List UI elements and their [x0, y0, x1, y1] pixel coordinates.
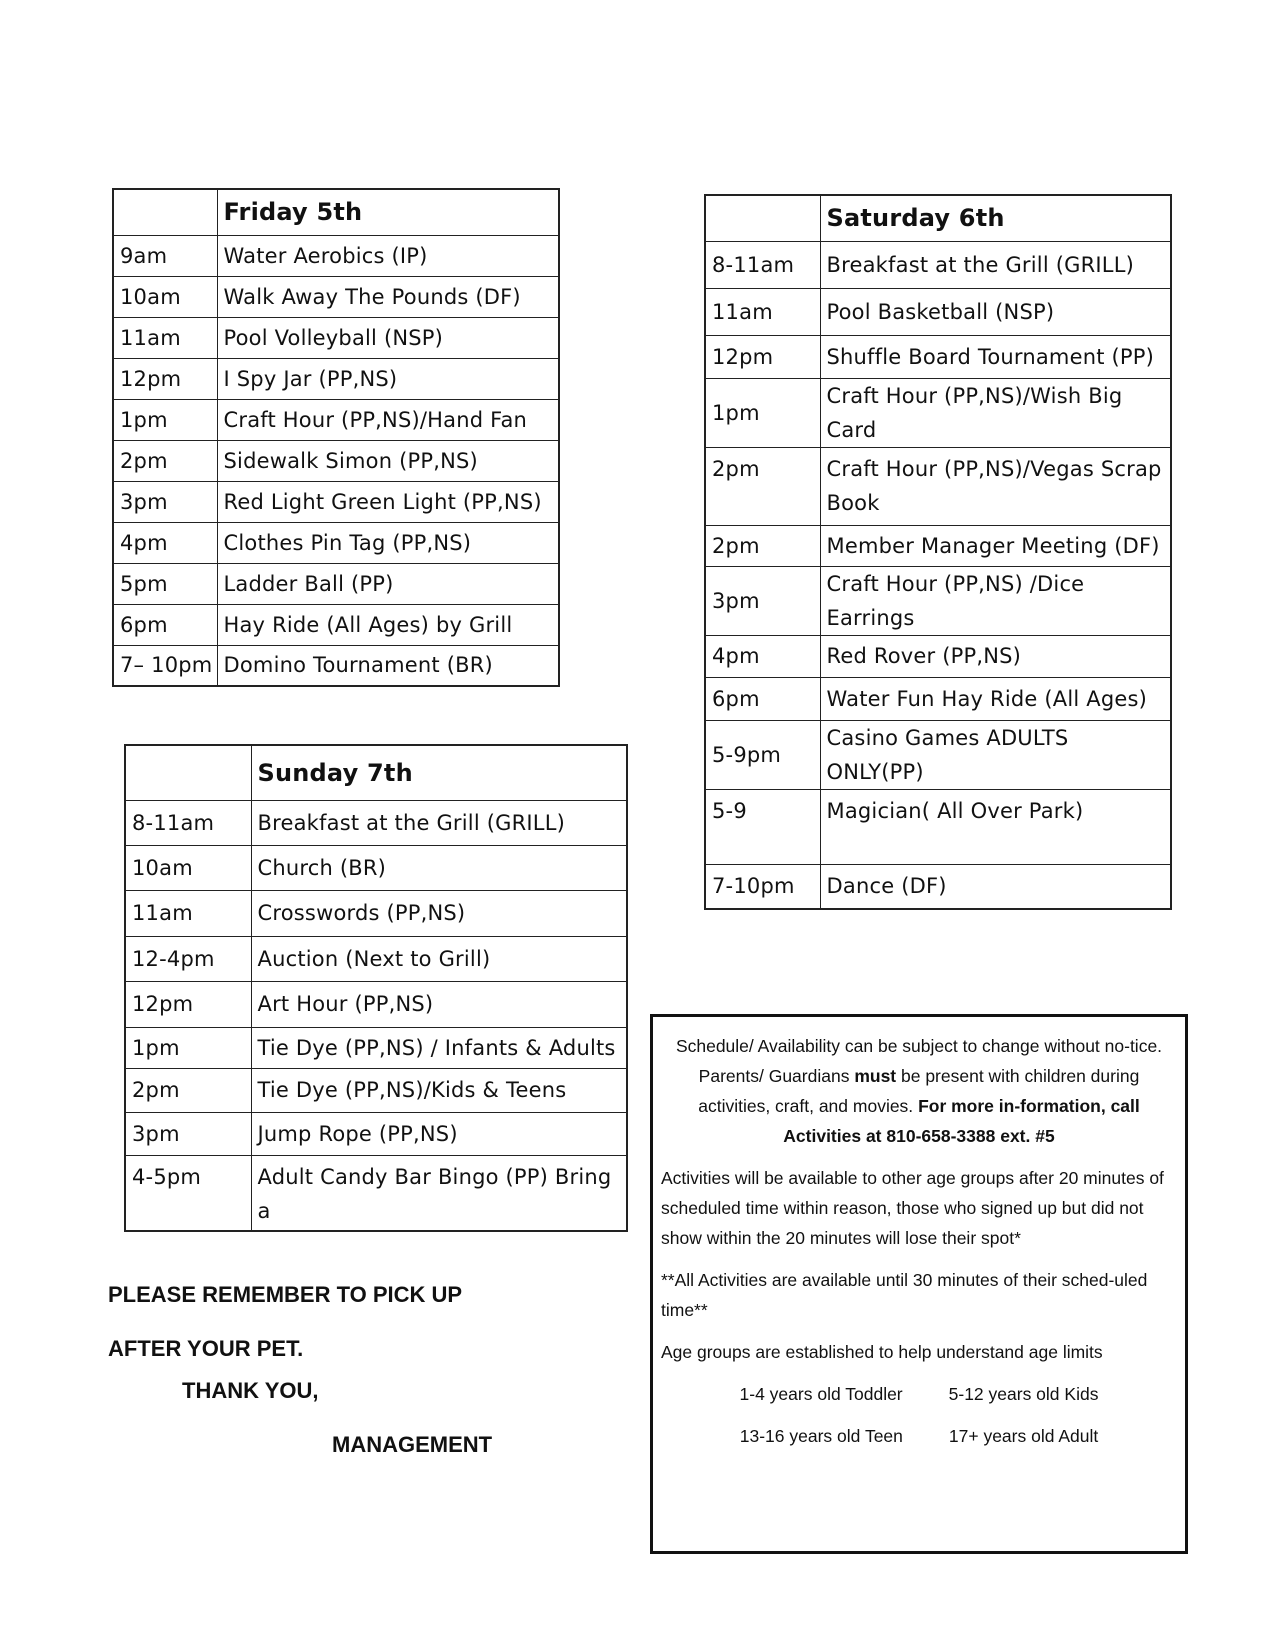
- table-row: [113, 276, 559, 317]
- age-group-adult: 17+ years old Adult: [948, 1426, 1099, 1446]
- table-row: [705, 447, 1171, 525]
- activity-cell: Craft Hour (PP,NS) /Dice Earrings: [820, 566, 1171, 635]
- age-group-row: [661, 1379, 1177, 1409]
- time-cell: 2pm: [113, 440, 217, 481]
- table-row: [125, 1027, 627, 1068]
- table-row: [125, 981, 627, 1027]
- table-row: [705, 241, 1171, 288]
- table-row: [705, 635, 1171, 677]
- time-cell: 12pm: [125, 981, 251, 1027]
- age-group-toddler: 1-4 years old Toddler: [739, 1384, 903, 1404]
- table-row: [125, 1112, 627, 1155]
- day-title: Sunday 7th: [251, 745, 627, 800]
- time-cell: 5-9: [705, 789, 820, 864]
- time-cell: 6pm: [705, 677, 820, 720]
- activity-cell: Pool Volleyball (NSP): [217, 317, 559, 358]
- time-cell: 11am: [125, 890, 251, 936]
- activity-cell: Auction (Next to Grill): [251, 936, 627, 981]
- table-row: [705, 720, 1171, 789]
- saturday-schedule-table: [704, 194, 1172, 910]
- table-row: [705, 288, 1171, 335]
- pet-reminder-line-2: AFTER YOUR PET.: [108, 1336, 304, 1361]
- table-row: [125, 1068, 627, 1112]
- time-cell: 7-10pm: [705, 864, 820, 909]
- availability-note: **All Activities are available until 30 minutes of their sched-uled time**: [661, 1270, 1148, 1320]
- table-header-row: [113, 189, 559, 235]
- table-row: [705, 789, 1171, 864]
- activity-cell: Jump Rope (PP,NS): [251, 1112, 627, 1155]
- activity-cell: I Spy Jar (PP,NS): [217, 358, 559, 399]
- age-groups-intro: Age groups are established to help understand age limits: [661, 1342, 1103, 1362]
- contact-info: For more in-formation, call Activities at 810-658-3388 ext. #5: [783, 1096, 1140, 1146]
- time-cell: 7– 10pm: [113, 645, 217, 686]
- header-empty-cell: [113, 189, 217, 235]
- table-row: [705, 566, 1171, 635]
- day-title: Saturday 6th: [820, 195, 1171, 241]
- activity-cell: Tie Dye (PP,NS)/Kids & Teens: [251, 1068, 627, 1112]
- table-row: [113, 645, 559, 686]
- time-cell: 3pm: [125, 1112, 251, 1155]
- activity-cell: Dance (DF): [820, 864, 1171, 909]
- table-row: [705, 378, 1171, 447]
- activity-cell: Walk Away The Pounds (DF): [217, 276, 559, 317]
- friday-schedule-table: [112, 188, 560, 687]
- time-cell: 1pm: [113, 399, 217, 440]
- activity-cell: Craft Hour (PP,NS)/Vegas Scrap Book: [820, 447, 1171, 525]
- time-cell: 8-11am: [705, 241, 820, 288]
- pet-reminder-line-1: PLEASE REMEMBER TO PICK UP: [108, 1282, 463, 1307]
- activity-cell: Casino Games ADULTS ONLY(PP): [820, 720, 1171, 789]
- disclaimer-text-b: be present with children during activities, craft, and movies.: [698, 1066, 1140, 1116]
- time-cell: 4pm: [705, 635, 820, 677]
- table-row: [705, 864, 1171, 909]
- time-cell: 5-9pm: [705, 720, 820, 789]
- time-cell: 4pm: [113, 522, 217, 563]
- disclaimer-emphasis: must: [854, 1066, 897, 1086]
- late-signup-policy: Activities will be available to other age groups after 20 minutes of scheduled time within reason, those who signed up but did not show within the 20 minutes will lose their spot*: [661, 1168, 1164, 1248]
- time-cell: 8-11am: [125, 800, 251, 845]
- activity-cell: Shuffle Board Tournament (PP): [820, 335, 1171, 378]
- activity-cell: Water Aerobics (IP): [217, 235, 559, 276]
- table-header-row: [705, 195, 1171, 241]
- table-row: [113, 604, 559, 645]
- activity-cell: Breakfast at the Grill (GRILL): [820, 241, 1171, 288]
- table-row: [125, 845, 627, 890]
- time-cell: 2pm: [125, 1068, 251, 1112]
- activity-cell: Red Rover (PP,NS): [820, 635, 1171, 677]
- table-row: [125, 890, 627, 936]
- age-group-row: [661, 1421, 1177, 1451]
- activity-cell: Craft Hour (PP,NS)/Hand Fan: [217, 399, 559, 440]
- activity-cell: Adult Candy Bar Bingo (PP) Bring a: [251, 1155, 627, 1231]
- time-cell: 12-4pm: [125, 936, 251, 981]
- activity-cell: Crosswords (PP,NS): [251, 890, 627, 936]
- activity-cell: Art Hour (PP,NS): [251, 981, 627, 1027]
- table-row: [113, 522, 559, 563]
- management-signature: MANAGEMENT: [332, 1432, 493, 1457]
- table-row: [113, 317, 559, 358]
- time-cell: 10am: [113, 276, 217, 317]
- header-empty-cell: [705, 195, 820, 241]
- info-box: [650, 1014, 1188, 1554]
- activity-cell: Tie Dye (PP,NS) / Infants & Adults: [251, 1027, 627, 1068]
- thank-you-text: THANK YOU,: [182, 1378, 319, 1403]
- sunday-schedule-table: [124, 744, 628, 1232]
- table-row: [113, 235, 559, 276]
- time-cell: 12pm: [705, 335, 820, 378]
- disclaimer-text-a: Schedule/ Availability can be subject to change without no-tice. Parents/ Guardians: [675, 1036, 1163, 1086]
- table-row: [113, 481, 559, 522]
- time-cell: 1pm: [125, 1027, 251, 1068]
- activity-cell: Magician( All Over Park): [820, 789, 1171, 864]
- table-row: [113, 563, 559, 604]
- table-row: [113, 440, 559, 481]
- table-row: [125, 1155, 627, 1231]
- table-row: [705, 525, 1171, 566]
- table-header-row: [125, 745, 627, 800]
- activity-cell: Ladder Ball (PP): [217, 563, 559, 604]
- table-row: [705, 335, 1171, 378]
- schedule-disclaimer: [661, 1031, 1177, 1151]
- activity-cell: Pool Basketball (NSP): [820, 288, 1171, 335]
- time-cell: 4-5pm: [125, 1155, 251, 1231]
- time-cell: 10am: [125, 845, 251, 890]
- time-cell: 2pm: [705, 447, 820, 525]
- table-row: [125, 800, 627, 845]
- table-row: [113, 399, 559, 440]
- activity-cell: Clothes Pin Tag (PP,NS): [217, 522, 559, 563]
- activity-cell: Hay Ride (All Ages) by Grill: [217, 604, 559, 645]
- time-cell: 11am: [705, 288, 820, 335]
- activity-cell: Domino Tournament (BR): [217, 645, 559, 686]
- activity-cell: Water Fun Hay Ride (All Ages): [820, 677, 1171, 720]
- activity-cell: Sidewalk Simon (PP,NS): [217, 440, 559, 481]
- table-row: [113, 358, 559, 399]
- day-title: Friday 5th: [217, 189, 559, 235]
- time-cell: 9am: [113, 235, 217, 276]
- activity-cell: Breakfast at the Grill (GRILL): [251, 800, 627, 845]
- time-cell: 1pm: [705, 378, 820, 447]
- age-group-teen: 13-16 years old Teen: [739, 1426, 903, 1446]
- time-cell: 12pm: [113, 358, 217, 399]
- time-cell: 3pm: [113, 481, 217, 522]
- activity-cell: Member Manager Meeting (DF): [820, 525, 1171, 566]
- time-cell: 5pm: [113, 563, 217, 604]
- time-cell: 2pm: [705, 525, 820, 566]
- header-empty-cell: [125, 745, 251, 800]
- activity-cell: Craft Hour (PP,NS)/Wish Big Card: [820, 378, 1171, 447]
- time-cell: 6pm: [113, 604, 217, 645]
- activity-cell: Church (BR): [251, 845, 627, 890]
- table-row: [125, 936, 627, 981]
- time-cell: 11am: [113, 317, 217, 358]
- table-row: [705, 677, 1171, 720]
- time-cell: 3pm: [705, 566, 820, 635]
- activity-cell: Red Light Green Light (PP,NS): [217, 481, 559, 522]
- age-group-kids: 5-12 years old Kids: [948, 1384, 1099, 1404]
